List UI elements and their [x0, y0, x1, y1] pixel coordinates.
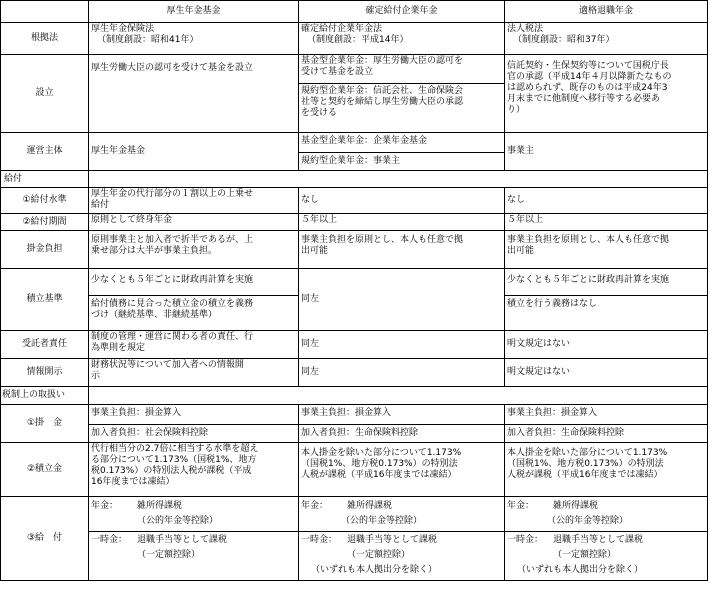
cell-kake-c2 — [89, 405, 299, 443]
cell-kakekin-c3: 事業主負担を原則とし、本人も任意で拠 出可能 — [299, 231, 505, 269]
header-blank — [1, 1, 89, 23]
header-kosei-nenkin-kikin: 厚生年金基金 — [89, 1, 299, 23]
cell-tsumitatekin-c2: 代行相当分の2.7倍に相当する水準を超え る部分について1.173%（国税1%、地方 税0.173%）の特別法人税が課税（平成 16年度までは凍結） — [89, 443, 299, 497]
row-kyufu-section — [1, 171, 708, 188]
cell-kake-c4 — [505, 405, 708, 443]
row-kyufu-tax — [1, 497, 708, 581]
cell-tsumitatekin-c3: 本人掛金を除いた部分について1.173% （国税1%、地方税0.173%）の特別法 人税が課税（平成16年度までは凍結） — [299, 443, 505, 497]
cell-setsuritsu-c4: 信託契約・生保契約等について国税庁長 官の承認（平成14年４月以降新たなもの は認められず、既存のものは平成24年3 月末までに他制度へ移行等する必要あ り） — [505, 55, 708, 133]
cell-kyufu-tax-c4: 年金： 雑所得課税 （公的年金等控除） 一時金： 退職手当等として課税 （一定額控除） （いずれも本人拠出分を除く） — [505, 497, 708, 581]
header-tekikaku-taishoku: 適格退職年金 — [505, 1, 708, 23]
cell-kake-c3 — [299, 405, 505, 443]
cell-tsumitate-c2 — [89, 269, 299, 331]
tsumitate-gimu: 給付債務に見合った積立金の積立を義務 づけ（継続基準、非継続基準） — [89, 295, 298, 323]
header-kakutei-kyufu: 確定給付企業年金 — [299, 1, 505, 23]
kake-c3-kanyusha: 加入者負担：生命保険料控除 — [299, 424, 504, 440]
label-jutaku: 受託者責任 — [1, 331, 89, 359]
row-joho — [1, 359, 708, 387]
section-kyufu-blank — [89, 171, 708, 188]
cell-konkyo-c4: 法人税法 （制度創設：昭和37年） — [505, 23, 708, 55]
cell-joho-c3: 同左 — [299, 359, 505, 387]
cell-kakekin-c2: 原則事業主と加入者で折半であるが、上 乗せ部分は大半が事業主負担。 — [89, 231, 299, 269]
cell-jutaku-c2: 制度の管理・運営に関わる者の責任、行 為準則を規定 — [89, 331, 299, 359]
setsuritsu-kikingata: 基金型企業年金：厚生労働大臣の認可を 受けて基金を設立 — [301, 56, 464, 77]
row-tsumitatekin — [1, 443, 708, 497]
cell-kakekin-c4: 事業主負担を原則とし、本人も任意で拠 出可能 — [505, 231, 708, 269]
cell-unei-c3 — [299, 133, 505, 171]
cell-setsuritsu-c3 — [299, 55, 505, 133]
c4-ichiji: 一時金： 退職手当等として課税 — [507, 535, 644, 545]
cell-unei-c4: 事業主 — [505, 133, 708, 171]
row-kake — [1, 405, 708, 443]
tsumitate-zaisei: 少なくとも５年ごとに財政再計算を実施 — [91, 275, 254, 285]
cell-kyufu-suijun-c3: なし — [299, 188, 505, 214]
cell-konkyo-c3: 確定給付企業年金法 （制度創設：平成14年） — [299, 23, 505, 55]
tsumitate-c4-gimu: 積立を行う義務はなし — [505, 295, 707, 322]
label-setsuritsu: 設立 — [1, 55, 89, 133]
label-kyufu-kikan: ②給付期間 — [1, 214, 89, 231]
label-joho: 情報開示 — [1, 359, 89, 387]
cell-unei-c2: 厚生年金基金 — [89, 133, 299, 171]
label-unei: 運営主体 — [1, 133, 89, 171]
cell-jutaku-c4: 明文規定はない — [505, 331, 708, 359]
c2-nenkin: 年金： 雑所得課税 — [91, 501, 183, 511]
label-kyufu-suijun: ①給付水準 — [1, 188, 89, 214]
cell-tsumitatekin-c4: 本人掛金を除いた部分について1.173% （国税1%、地方税0.173%）の特別法 人税が課税（平成16年度までは凍結） — [505, 443, 708, 497]
row-jutaku — [1, 331, 708, 359]
row-kyufu-kikan — [1, 214, 708, 231]
setsuritsu-kiyakugata: 規約型企業年金：信託会社、生命保険会 社等と契約を締結し厚生労働大臣の承認 を受ける — [299, 83, 504, 120]
section-zeisei-blank — [89, 387, 708, 405]
c3-ichiji: 一時金： 退職手当等として課税 — [301, 535, 438, 545]
row-tsumitate — [1, 269, 708, 331]
c2-ichiji: 一時金： 退職手当等として課税 — [91, 535, 228, 545]
cell-konkyo-c2: 厚生年金保険法 （制度創設：昭和41年） — [89, 23, 299, 55]
kake-c2-kanyusha: 加入者負担：社会保険料控除 — [89, 424, 298, 440]
row-kyufu-suijun — [1, 188, 708, 214]
row-konkyo — [1, 23, 708, 55]
cell-kyufu-kikan-c3: ５年以上 — [299, 214, 505, 231]
cell-joho-c2: 財務状況等について加入者への情報開 示 — [89, 359, 299, 387]
label-kake: ①掛 金 — [1, 405, 89, 443]
c4-nenkin: 年金： 雑所得課税 — [507, 501, 599, 511]
kake-c3-jigyonushi: 事業主負担：損金算入 — [301, 408, 392, 418]
tsumitate-c4-zaisei: 少なくとも５年ごとに財政再計算を実施 — [507, 275, 670, 285]
label-tsumitatekin: ②積立金 — [1, 443, 89, 497]
row-zeisei-section — [1, 387, 708, 405]
cell-kyufu-suijun-c2: 厚生年金の代行部分の１割以上の上乗せ 給付 — [89, 188, 299, 214]
header-row — [1, 1, 708, 23]
label-kakekin: 掛金負担 — [1, 231, 89, 269]
cell-joho-c4: 明文規定はない — [505, 359, 708, 387]
cell-tsumitate-c4 — [505, 269, 708, 331]
kake-c4-kanyusha: 加入者負担：生命保険料控除 — [505, 424, 707, 440]
section-zeisei: 税制上の取扱い — [1, 387, 89, 405]
unei-kikingata: 基金型企業年金：企業年金基金 — [301, 136, 428, 146]
row-setsuritsu — [1, 55, 708, 133]
row-kakekin — [1, 231, 708, 269]
label-tsumitate: 積立基準 — [1, 269, 89, 331]
label-konkyo: 根拠法 — [1, 23, 89, 55]
section-kyufu: 給付 — [1, 171, 89, 188]
unei-kiyakugata: 規約型企業年金：事業主 — [299, 152, 504, 168]
cell-setsuritsu-c2: 厚生労働大臣の認可を受けて基金を設立 — [89, 55, 299, 133]
kake-c2-jigyonushi: 事業主負担：損金算入 — [91, 408, 182, 418]
c3-nenkin: 年金： 雑所得課税 — [301, 501, 393, 511]
kake-c4-jigyonushi: 事業主負担：損金算入 — [507, 408, 598, 418]
row-unei — [1, 133, 708, 171]
cell-kyufu-suijun-c4: なし — [505, 188, 708, 214]
cell-jutaku-c3: 同左 — [299, 331, 505, 359]
cell-kyufu-tax-c2: 年金： 雑所得課税 （公的年金等控除） 一時金： 退職手当等として課税 （一定額控除） — [89, 497, 299, 581]
cell-kyufu-kikan-c2: 原則として終身年金 — [89, 214, 299, 231]
label-kyufu-tax: ③給 付 — [1, 497, 89, 581]
cell-tsumitate-c3: 同左 — [299, 269, 505, 331]
cell-kyufu-tax-c3: 年金： 雑所得課税 （公的年金等控除） 一時金： 退職手当等として課税 （一定額控除） （いずれも本人拠出分を除く） — [299, 497, 505, 581]
cell-kyufu-kikan-c4: ５年以上 — [505, 214, 708, 231]
